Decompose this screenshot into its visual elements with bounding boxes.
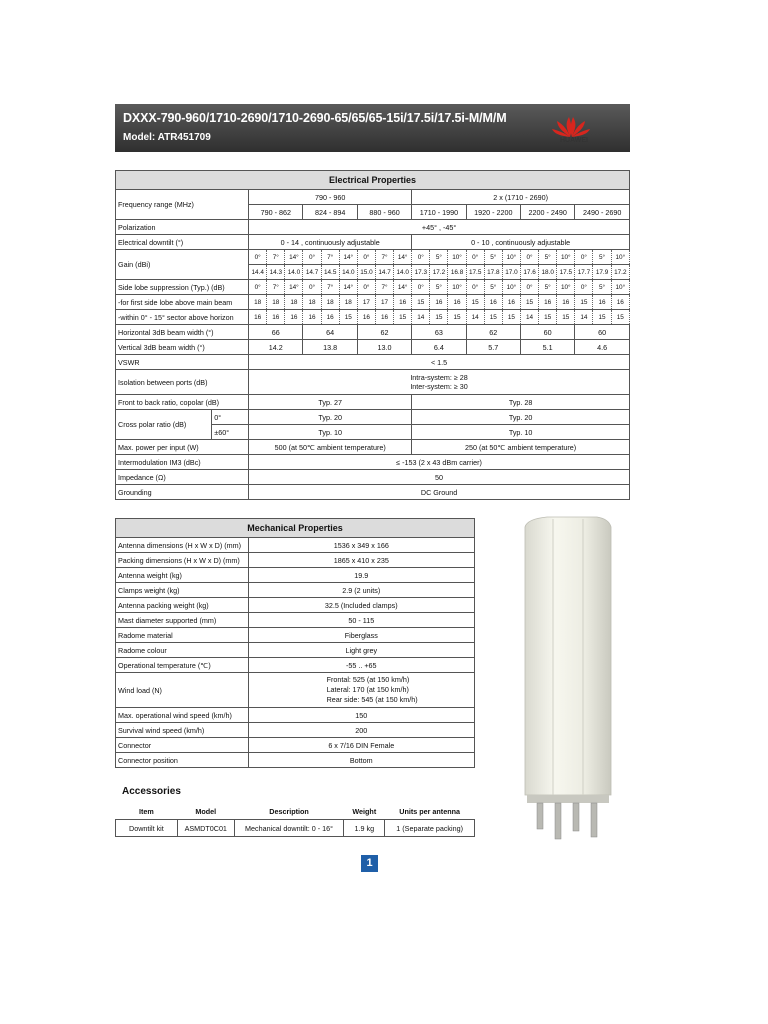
sls-label: Side lobe suppression (Typ.) (dB) [116, 280, 249, 295]
gain-tilt-cell: 5° [484, 250, 502, 265]
xpol-angle-b: ±60° [212, 425, 249, 440]
freq-label: Frequency range (MHz) [116, 190, 249, 220]
gain-tilt-cell: 10° [502, 250, 520, 265]
page-number: 1 [361, 855, 378, 872]
freq-cell: 1710 - 1990 [412, 205, 466, 220]
acc-header-description: Description [234, 803, 344, 820]
sls-tilt-cell: 7° [267, 280, 285, 295]
mech-row [116, 753, 475, 768]
gain-value-cell: 17.5 [466, 265, 484, 280]
mech-value: 150 [248, 708, 474, 723]
ftb-label: Front to back ratio, copolar (dB) [116, 395, 249, 410]
sls-first-cell: 17 [375, 295, 393, 310]
sls-tilt-cell: 10° [502, 280, 520, 295]
wind-frontal: Frontal: 525 (at 150 km/h) [326, 675, 410, 684]
sls-within-cell: 15 [593, 310, 611, 325]
gain-tilt-cell: 14° [285, 250, 303, 265]
sls-within-cell: 14 [575, 310, 593, 325]
gain-tilt-cell: 0° [575, 250, 593, 265]
impedance-label: Impedance (Ω) [116, 470, 249, 485]
gain-tilt-cell: 14° [339, 250, 357, 265]
sls-first-cell: 18 [249, 295, 267, 310]
mechanical-title: Mechanical Properties [116, 519, 475, 538]
downtilt-label: Electrical downtilt (°) [116, 235, 249, 250]
gain-value-cell: 18.0 [539, 265, 557, 280]
gain-value-cell: 16.8 [448, 265, 466, 280]
mech-row [116, 598, 475, 613]
mech-row [116, 568, 475, 583]
gain-value-cell: 14.7 [375, 265, 393, 280]
mech-value: -55 .. +65 [248, 658, 474, 673]
freq-cell: 880 - 960 [357, 205, 411, 220]
hbw-cell: 62 [357, 325, 411, 340]
power-label: Max. power per input (W) [116, 440, 249, 455]
mech-value: 2.9 (2 units) [248, 583, 474, 598]
gain-tilt-cell: 0° [466, 250, 484, 265]
sls-tilt-cell: 5° [539, 280, 557, 295]
gain-tilt-cell: 0° [357, 250, 375, 265]
gain-value-cell: 17.2 [430, 265, 448, 280]
gain-value-cell: 17.8 [484, 265, 502, 280]
gain-tilt-cell: 5° [539, 250, 557, 265]
gain-value-cell: 15.0 [357, 265, 375, 280]
sls-first-cell: 16 [484, 295, 502, 310]
acc-header-item: Item [116, 803, 178, 820]
sls-within-cell: 15 [557, 310, 575, 325]
sls-within-cell: 16 [285, 310, 303, 325]
grounding-value: DC Ground [249, 485, 630, 500]
mech-value: 19.9 [248, 568, 474, 583]
gain-value-cell: 14.0 [339, 265, 357, 280]
polarization-label: Polarization [116, 220, 249, 235]
ftb-low: Typ. 27 [249, 395, 412, 410]
sls-within-cell: 14 [520, 310, 538, 325]
sls-first-cell: 16 [502, 295, 520, 310]
sls-first-cell: 18 [285, 295, 303, 310]
sls-tilt-cell: 0° [357, 280, 375, 295]
xpol-low-a: Typ. 20 [249, 410, 412, 425]
sls-first-cell: 16 [557, 295, 575, 310]
gain-tilt-cell: 10° [448, 250, 466, 265]
gain-tilt-cell: 10° [611, 250, 629, 265]
acc-model: ASMDT0C01 [177, 820, 234, 837]
gain-value-cell: 17.5 [557, 265, 575, 280]
sls-first-cell: 16 [394, 295, 412, 310]
sls-within-cell: 16 [375, 310, 393, 325]
mech-label: Antenna dimensions (H x W x D) (mm) [116, 538, 249, 553]
mech-value: Bottom [248, 753, 474, 768]
accessories-title: Accessories [122, 786, 181, 797]
sls-first-cell: 15 [520, 295, 538, 310]
acc-header-model: Model [177, 803, 234, 820]
mech-value: Light grey [248, 643, 474, 658]
wind-rear: Rear side: 545 (at 150 km/h) [326, 695, 418, 704]
isolation-value [249, 370, 630, 395]
mech-value: 32.5 (Included clamps) [248, 598, 474, 613]
gain-value-cell: 14.4 [249, 265, 267, 280]
mech-label: Survival wind speed (km/h) [116, 723, 249, 738]
acc-header-weight: Weight [344, 803, 385, 820]
acc-description: Mechanical downtilt: 0 - 16° [234, 820, 344, 837]
mech-row [116, 738, 475, 753]
sls-tilt-cell: 14° [285, 280, 303, 295]
gain-tilt-cell: 5° [593, 250, 611, 265]
gain-tilt-cell: 7° [375, 250, 393, 265]
sls-tilt-cell: 5° [484, 280, 502, 295]
xpol-angle-a: 0° [212, 410, 249, 425]
mech-value: 1865 x 410 x 235 [248, 553, 474, 568]
freq-cell: 824 - 894 [303, 205, 357, 220]
sls-tilt-cell: 7° [321, 280, 339, 295]
downtilt-high: 0 - 10 , continuously adjustable [412, 235, 630, 250]
mech-label: Radome colour [116, 643, 249, 658]
sls-first-cell: 15 [412, 295, 430, 310]
hbw-cell: 60 [520, 325, 574, 340]
hbw-cell: 63 [412, 325, 466, 340]
wind-values [248, 673, 474, 708]
sls-first-cell: 15 [575, 295, 593, 310]
sls-within-cell: 14 [466, 310, 484, 325]
gain-value-cell: 17.3 [412, 265, 430, 280]
sls-within-cell: 16 [321, 310, 339, 325]
brand-name: HUAWEI [560, 137, 588, 144]
mech-label: Packing dimensions (H x W x D) (mm) [116, 553, 249, 568]
vswr-label: VSWR [116, 355, 249, 370]
mech-label: Max. operational wind speed (km/h) [116, 708, 249, 723]
sls-first-cell: 16 [448, 295, 466, 310]
sls-tilt-cell: 0° [575, 280, 593, 295]
isolation-label: Isolation between ports (dB) [116, 370, 249, 395]
gain-value-cell: 14.7 [303, 265, 321, 280]
impedance-value: 50 [249, 470, 630, 485]
mechanical-properties-table [115, 518, 475, 768]
xpol-high-b: Typ. 10 [412, 425, 630, 440]
xpol-high-a: Typ. 20 [412, 410, 630, 425]
acc-weight: 1.9 kg [344, 820, 385, 837]
gain-value-cell: 17.9 [593, 265, 611, 280]
sls-tilt-cell: 14° [339, 280, 357, 295]
wind-lateral: Lateral: 170 (at 150 km/h) [326, 685, 409, 694]
gain-value-cell: 17.6 [520, 265, 538, 280]
hbw-cell: 64 [303, 325, 357, 340]
vbw-cell: 13.8 [303, 340, 357, 355]
gain-value-cell: 14.3 [267, 265, 285, 280]
sls-tilt-cell: 0° [249, 280, 267, 295]
accessories-table [115, 803, 475, 837]
sls-first-cell: 18 [339, 295, 357, 310]
sls-first-cell: 17 [357, 295, 375, 310]
vbw-cell: 5.1 [520, 340, 574, 355]
mech-row [116, 613, 475, 628]
gain-tilt-cell: 0° [412, 250, 430, 265]
sls-tilt-cell: 0° [520, 280, 538, 295]
sls-first-cell: 18 [267, 295, 285, 310]
isolation-intra: Intra-system: ≥ 28 [410, 373, 468, 382]
hbw-label: Horizontal 3dB beam width (°) [116, 325, 249, 340]
mech-row [116, 553, 475, 568]
mech-row [116, 658, 475, 673]
freq-cell: 2490 - 2690 [575, 205, 630, 220]
sls-within-cell: 15 [611, 310, 629, 325]
gain-tilt-cell: 0° [303, 250, 321, 265]
downtilt-low: 0 - 14 , continuously adjustable [249, 235, 412, 250]
electrical-properties-table [115, 170, 630, 500]
power-high: 250 (at 50℃ ambient temperature) [412, 440, 630, 455]
gain-tilt-cell: 14° [394, 250, 412, 265]
mech-label: Antenna weight (kg) [116, 568, 249, 583]
vbw-cell: 13.0 [357, 340, 411, 355]
sls-tilt-cell: 5° [593, 280, 611, 295]
power-low: 500 (at 50℃ ambient temperature) [249, 440, 412, 455]
sls-within-cell: 15 [502, 310, 520, 325]
hbw-cell: 60 [575, 325, 630, 340]
freq-cell: 2200 - 2490 [520, 205, 574, 220]
gain-tilt-cell: 7° [267, 250, 285, 265]
gain-tilt-cell: 10° [557, 250, 575, 265]
sls-tilt-cell: 10° [448, 280, 466, 295]
mech-row [116, 723, 475, 738]
sls-within-cell: 15 [394, 310, 412, 325]
electrical-title: Electrical Properties [116, 171, 630, 190]
vbw-cell: 5.7 [466, 340, 520, 355]
vbw-label: Vertical 3dB beam width (°) [116, 340, 249, 355]
huawei-logo-icon [537, 110, 627, 150]
sls-tilt-cell: 0° [303, 280, 321, 295]
mech-row [116, 628, 475, 643]
gain-value-cell: 14.0 [394, 265, 412, 280]
sls-within-cell: 15 [484, 310, 502, 325]
gain-value-cell: 17.0 [502, 265, 520, 280]
sls-first-cell: 18 [303, 295, 321, 310]
sls-tilt-cell: 0° [412, 280, 430, 295]
sls-tilt-cell: 14° [394, 280, 412, 295]
sls-tilt-cell: 7° [375, 280, 393, 295]
im3-value: ≤ -153 (2 x 43 dBm carrier) [249, 455, 630, 470]
freq-cell: 790 - 862 [249, 205, 303, 220]
sls-first-cell: 16 [611, 295, 629, 310]
gain-tilt-cell: 0° [249, 250, 267, 265]
hbw-cell: 66 [249, 325, 303, 340]
acc-item: Downtilt kit [116, 820, 178, 837]
sls-tilt-cell: 10° [611, 280, 629, 295]
isolation-inter: Inter-system: ≥ 30 [410, 382, 468, 391]
sls-within-cell: 16 [303, 310, 321, 325]
sls-within-cell: 15 [339, 310, 357, 325]
im3-label: Intermodulation IM3 (dBc) [116, 455, 249, 470]
sls-within-cell: 15 [539, 310, 557, 325]
mech-row [116, 583, 475, 598]
band-high: 2 x (1710 - 2690) [412, 190, 630, 205]
model-label: Model: ATR451709 [123, 132, 211, 143]
gain-value-cell: 17.7 [575, 265, 593, 280]
sls-tilt-cell: 5° [430, 280, 448, 295]
mech-row [116, 643, 475, 658]
vbw-cell: 14.2 [249, 340, 303, 355]
sls-first-label: -for first side lobe above main beam [116, 295, 249, 310]
mech-value: 1536 x 349 x 166 [248, 538, 474, 553]
sls-within-cell: 16 [249, 310, 267, 325]
sls-within-cell: 14 [412, 310, 430, 325]
product-title: DXXX-790-960/1710-2690/1710-2690-65/65/65-15i/17.5i/17.5i-M/M/M [123, 111, 507, 125]
mech-value: 200 [248, 723, 474, 738]
vswr-value: < 1.5 [249, 355, 630, 370]
grounding-label: Grounding [116, 485, 249, 500]
sls-within-cell: 16 [267, 310, 285, 325]
freq-cell: 1920 - 2200 [466, 205, 520, 220]
sls-tilt-cell: 0° [466, 280, 484, 295]
sls-within-cell: 15 [448, 310, 466, 325]
gain-value-cell: 17.2 [611, 265, 629, 280]
gain-value-cell: 14.5 [321, 265, 339, 280]
mech-label: Connector [116, 738, 249, 753]
sls-first-cell: 16 [593, 295, 611, 310]
sls-first-cell: 15 [466, 295, 484, 310]
mech-label: Clamps weight (kg) [116, 583, 249, 598]
acc-units: 1 (Separate packing) [385, 820, 475, 837]
acc-header-units: Units per antenna [385, 803, 475, 820]
wind-label: Wind load (N) [116, 673, 249, 708]
sls-within-cell: 16 [357, 310, 375, 325]
mech-value: 50 - 115 [248, 613, 474, 628]
mech-value: 6 x 7/16 DIN Female [248, 738, 474, 753]
hbw-cell: 62 [466, 325, 520, 340]
sls-first-cell: 16 [430, 295, 448, 310]
mech-value: Fiberglass [248, 628, 474, 643]
polarization-value: +45° , -45° [249, 220, 630, 235]
mech-label: Antenna packing weight (kg) [116, 598, 249, 613]
sls-first-cell: 18 [321, 295, 339, 310]
sls-tilt-cell: 10° [557, 280, 575, 295]
antenna-product-image [517, 515, 617, 845]
gain-value-cell: 14.0 [285, 265, 303, 280]
vbw-cell: 4.6 [575, 340, 630, 355]
mech-row [116, 708, 475, 723]
gain-label: Gain (dBi) [116, 250, 249, 280]
gain-tilt-cell: 5° [430, 250, 448, 265]
xpol-low-b: Typ. 10 [249, 425, 412, 440]
gain-tilt-cell: 7° [321, 250, 339, 265]
sls-within-cell: 15 [430, 310, 448, 325]
mech-label: Connector position [116, 753, 249, 768]
vbw-cell: 6.4 [412, 340, 466, 355]
xpol-label: Cross polar ratio (dB) [116, 410, 212, 440]
sls-first-cell: 16 [539, 295, 557, 310]
mech-label: Radome material [116, 628, 249, 643]
gain-tilt-cell: 0° [520, 250, 538, 265]
mech-row [116, 538, 475, 553]
ftb-high: Typ. 28 [412, 395, 630, 410]
mech-label: Operational temperature (℃) [116, 658, 249, 673]
sls-within-label: -within 0° - 15° sector above horizon [116, 310, 249, 325]
mech-label: Mast diameter supported (mm) [116, 613, 249, 628]
band-low: 790 - 960 [249, 190, 412, 205]
